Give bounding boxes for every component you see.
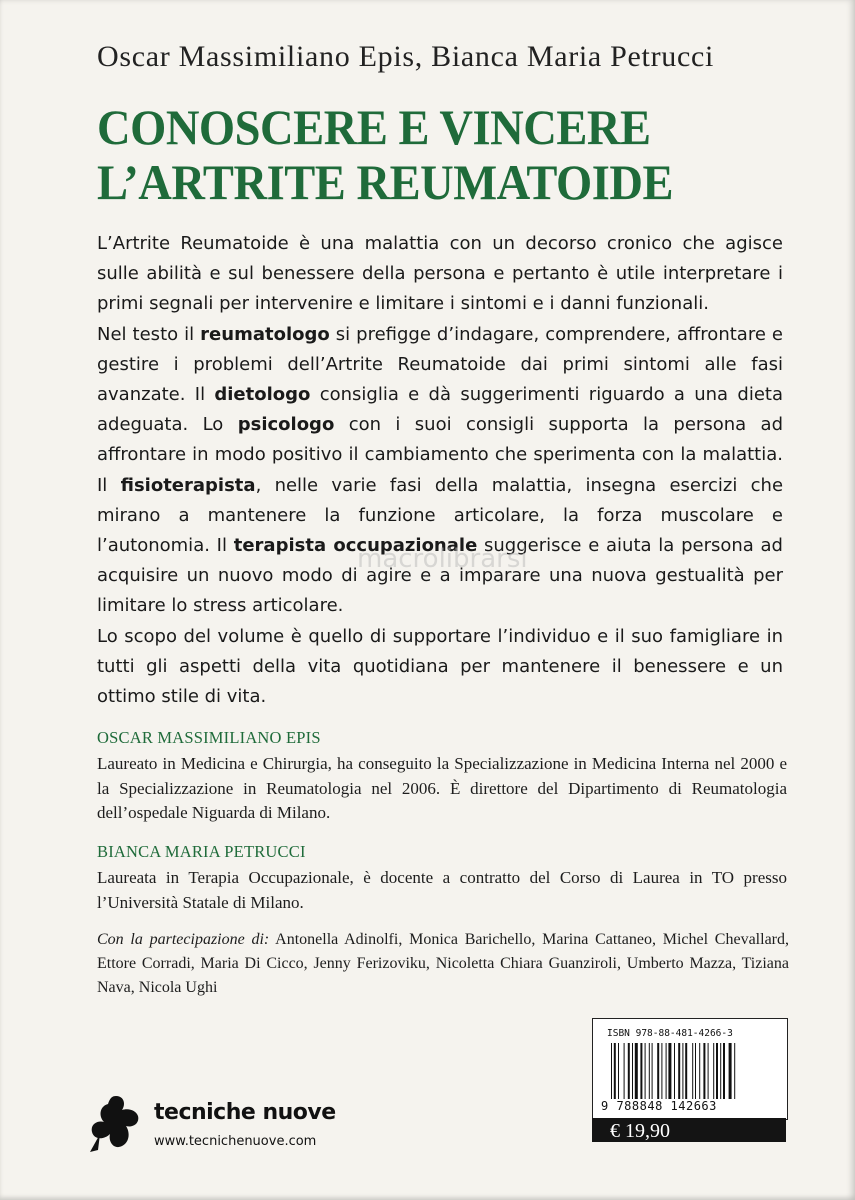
barcode-icon bbox=[611, 1043, 774, 1099]
bio-text-epis: Laureato in Medicina e Chirurgia, ha conseguito la Specializzazione in Medicina Interna nel 2000 e la Specializzazione in Reumatologia nel 2006. È direttore del Dipartimento di Reumatologia dell’ospedale Niguarda di Milano. bbox=[97, 754, 787, 822]
title-line-1: CONOSCERE E VINCERE bbox=[97, 99, 651, 155]
barcode-bar bbox=[682, 1043, 683, 1099]
authors-line: Oscar Massimiliano Epis, Bianca Maria Petrucci bbox=[97, 40, 715, 73]
barcode-bar bbox=[624, 1043, 625, 1099]
barcode-bar bbox=[668, 1043, 671, 1099]
barcode-digits: 9 788848 142663 bbox=[601, 1099, 717, 1113]
barcode-box bbox=[592, 1018, 788, 1120]
barcode-bar bbox=[692, 1043, 693, 1099]
keyword-psicologo: psicologo bbox=[237, 414, 335, 436]
contributors-label: Con la partecipazione di: bbox=[97, 931, 270, 948]
watermark: macrolibrarsi bbox=[357, 544, 528, 574]
keyword-dietologo: dietologo bbox=[214, 384, 311, 406]
barcode-bar bbox=[652, 1043, 653, 1099]
description-paragraph-3: Lo scopo del volume è quello di supportare l’individuo e il suo famigliare in tutti gli aspetti della vita quotidiana per mantenere il benessere e un ottimo stile di vita. bbox=[97, 625, 783, 708]
book-title bbox=[97, 100, 748, 210]
barcode-bar bbox=[695, 1043, 696, 1099]
isbn: ISBN 978-88-481-4266-3 bbox=[607, 1028, 733, 1039]
text-segment: con i suoi consigli supporta la persona ad affrontare in modo positivo il cambiamento che sperimenta con la malattia. Il bbox=[97, 414, 784, 496]
publisher-name: tecniche nuove bbox=[154, 1100, 336, 1125]
barcode-bar bbox=[720, 1043, 721, 1099]
publisher-logo-icon bbox=[86, 1094, 148, 1154]
title-line-2: L’ARTRITE REUMATOIDE bbox=[97, 154, 674, 210]
text-segment: si prefigge d’indagare, comprendere, affrontare e gestire i problemi dell’Artrite Reumatoide dai primi sintomi alle fasi avanzate. Il bbox=[97, 323, 783, 406]
text-segment: suggerisce e aiuta la persona ad acquisire un nuovo modo di agire e a imparare una nuova gestualità per limitare lo stress articolare. bbox=[97, 535, 783, 617]
barcode-bar bbox=[716, 1043, 718, 1099]
barcode-bar bbox=[723, 1043, 725, 1099]
barcode-bar bbox=[632, 1043, 633, 1099]
barcode-bar bbox=[734, 1043, 735, 1099]
keyword-terapista-occupazionale: terapista occupazionale bbox=[233, 535, 478, 557]
barcode-bar bbox=[657, 1043, 659, 1099]
text-segment: Nel testo il bbox=[97, 323, 201, 345]
barcode-bar bbox=[708, 1043, 709, 1099]
price: € 19,90 bbox=[610, 1120, 670, 1142]
barcode-bar bbox=[645, 1043, 646, 1099]
keyword-reumatologo: reumatologo bbox=[200, 323, 330, 345]
description-paragraph-2 bbox=[97, 320, 783, 622]
barcode-bar bbox=[640, 1043, 642, 1099]
barcode-bar bbox=[666, 1043, 667, 1099]
publisher-url: www.tecnichenuove.com bbox=[154, 1134, 317, 1149]
keyword-fisioterapista: fisioterapista bbox=[120, 474, 256, 496]
bio-name-epis: OSCAR MASSIMILIANO EPIS bbox=[97, 728, 321, 747]
description-paragraph-1: L’Artrite Reumatoide è una malattia con un decorso cronico che agisce sulle abilità e sul benessere della persona e pertanto è utile interpretare i primi segnali per intervenire e limitare i sintomi e i danni funzionali. bbox=[97, 233, 783, 315]
barcode-bar bbox=[614, 1043, 616, 1099]
barcode-bar bbox=[611, 1043, 612, 1099]
bio-text-petrucci: Laureata in Terapia Occupazionale, è docente a contratto del Corso di Laurea in TO presso l’Università Statale di Milano. bbox=[97, 868, 787, 912]
barcode-bar bbox=[703, 1043, 705, 1099]
barcode-bar bbox=[729, 1043, 732, 1099]
barcode-bar bbox=[674, 1043, 675, 1099]
bio-name-petrucci: BIANCA MARIA PETRUCCI bbox=[97, 842, 306, 861]
barcode-bar bbox=[713, 1043, 714, 1099]
contributors bbox=[97, 928, 789, 1000]
barcode-bar bbox=[661, 1043, 662, 1099]
barcode-bar bbox=[699, 1043, 700, 1099]
text-segment: consiglia e dà suggerimenti riguardo a una dieta adeguata. Lo bbox=[97, 384, 783, 436]
barcode-bar bbox=[678, 1043, 680, 1099]
barcode-bar bbox=[628, 1043, 630, 1099]
barcode-bar bbox=[618, 1043, 619, 1099]
contributors-names: Antonella Adinolfi, Monica Barichello, Marina Cattaneo, Michel Chevallard, Ettore Corradi, Maria Di Cicco, Jenny Ferizoviku, Nicoletta Chiara Guanziroli, Umberto Mazza, Tiziana Nava, Nicola Ughi bbox=[97, 931, 789, 996]
barcode-bar bbox=[649, 1043, 650, 1099]
publisher-block bbox=[86, 1094, 346, 1154]
barcode-bar bbox=[685, 1043, 687, 1099]
description-text bbox=[97, 229, 783, 712]
text-segment: , nelle varie fasi della malattia, insegna esercizi che mirano a mantenere la funzione articolare, la forza muscolare e l’autonomia. Il bbox=[97, 474, 784, 557]
barcode-bar bbox=[635, 1043, 638, 1099]
